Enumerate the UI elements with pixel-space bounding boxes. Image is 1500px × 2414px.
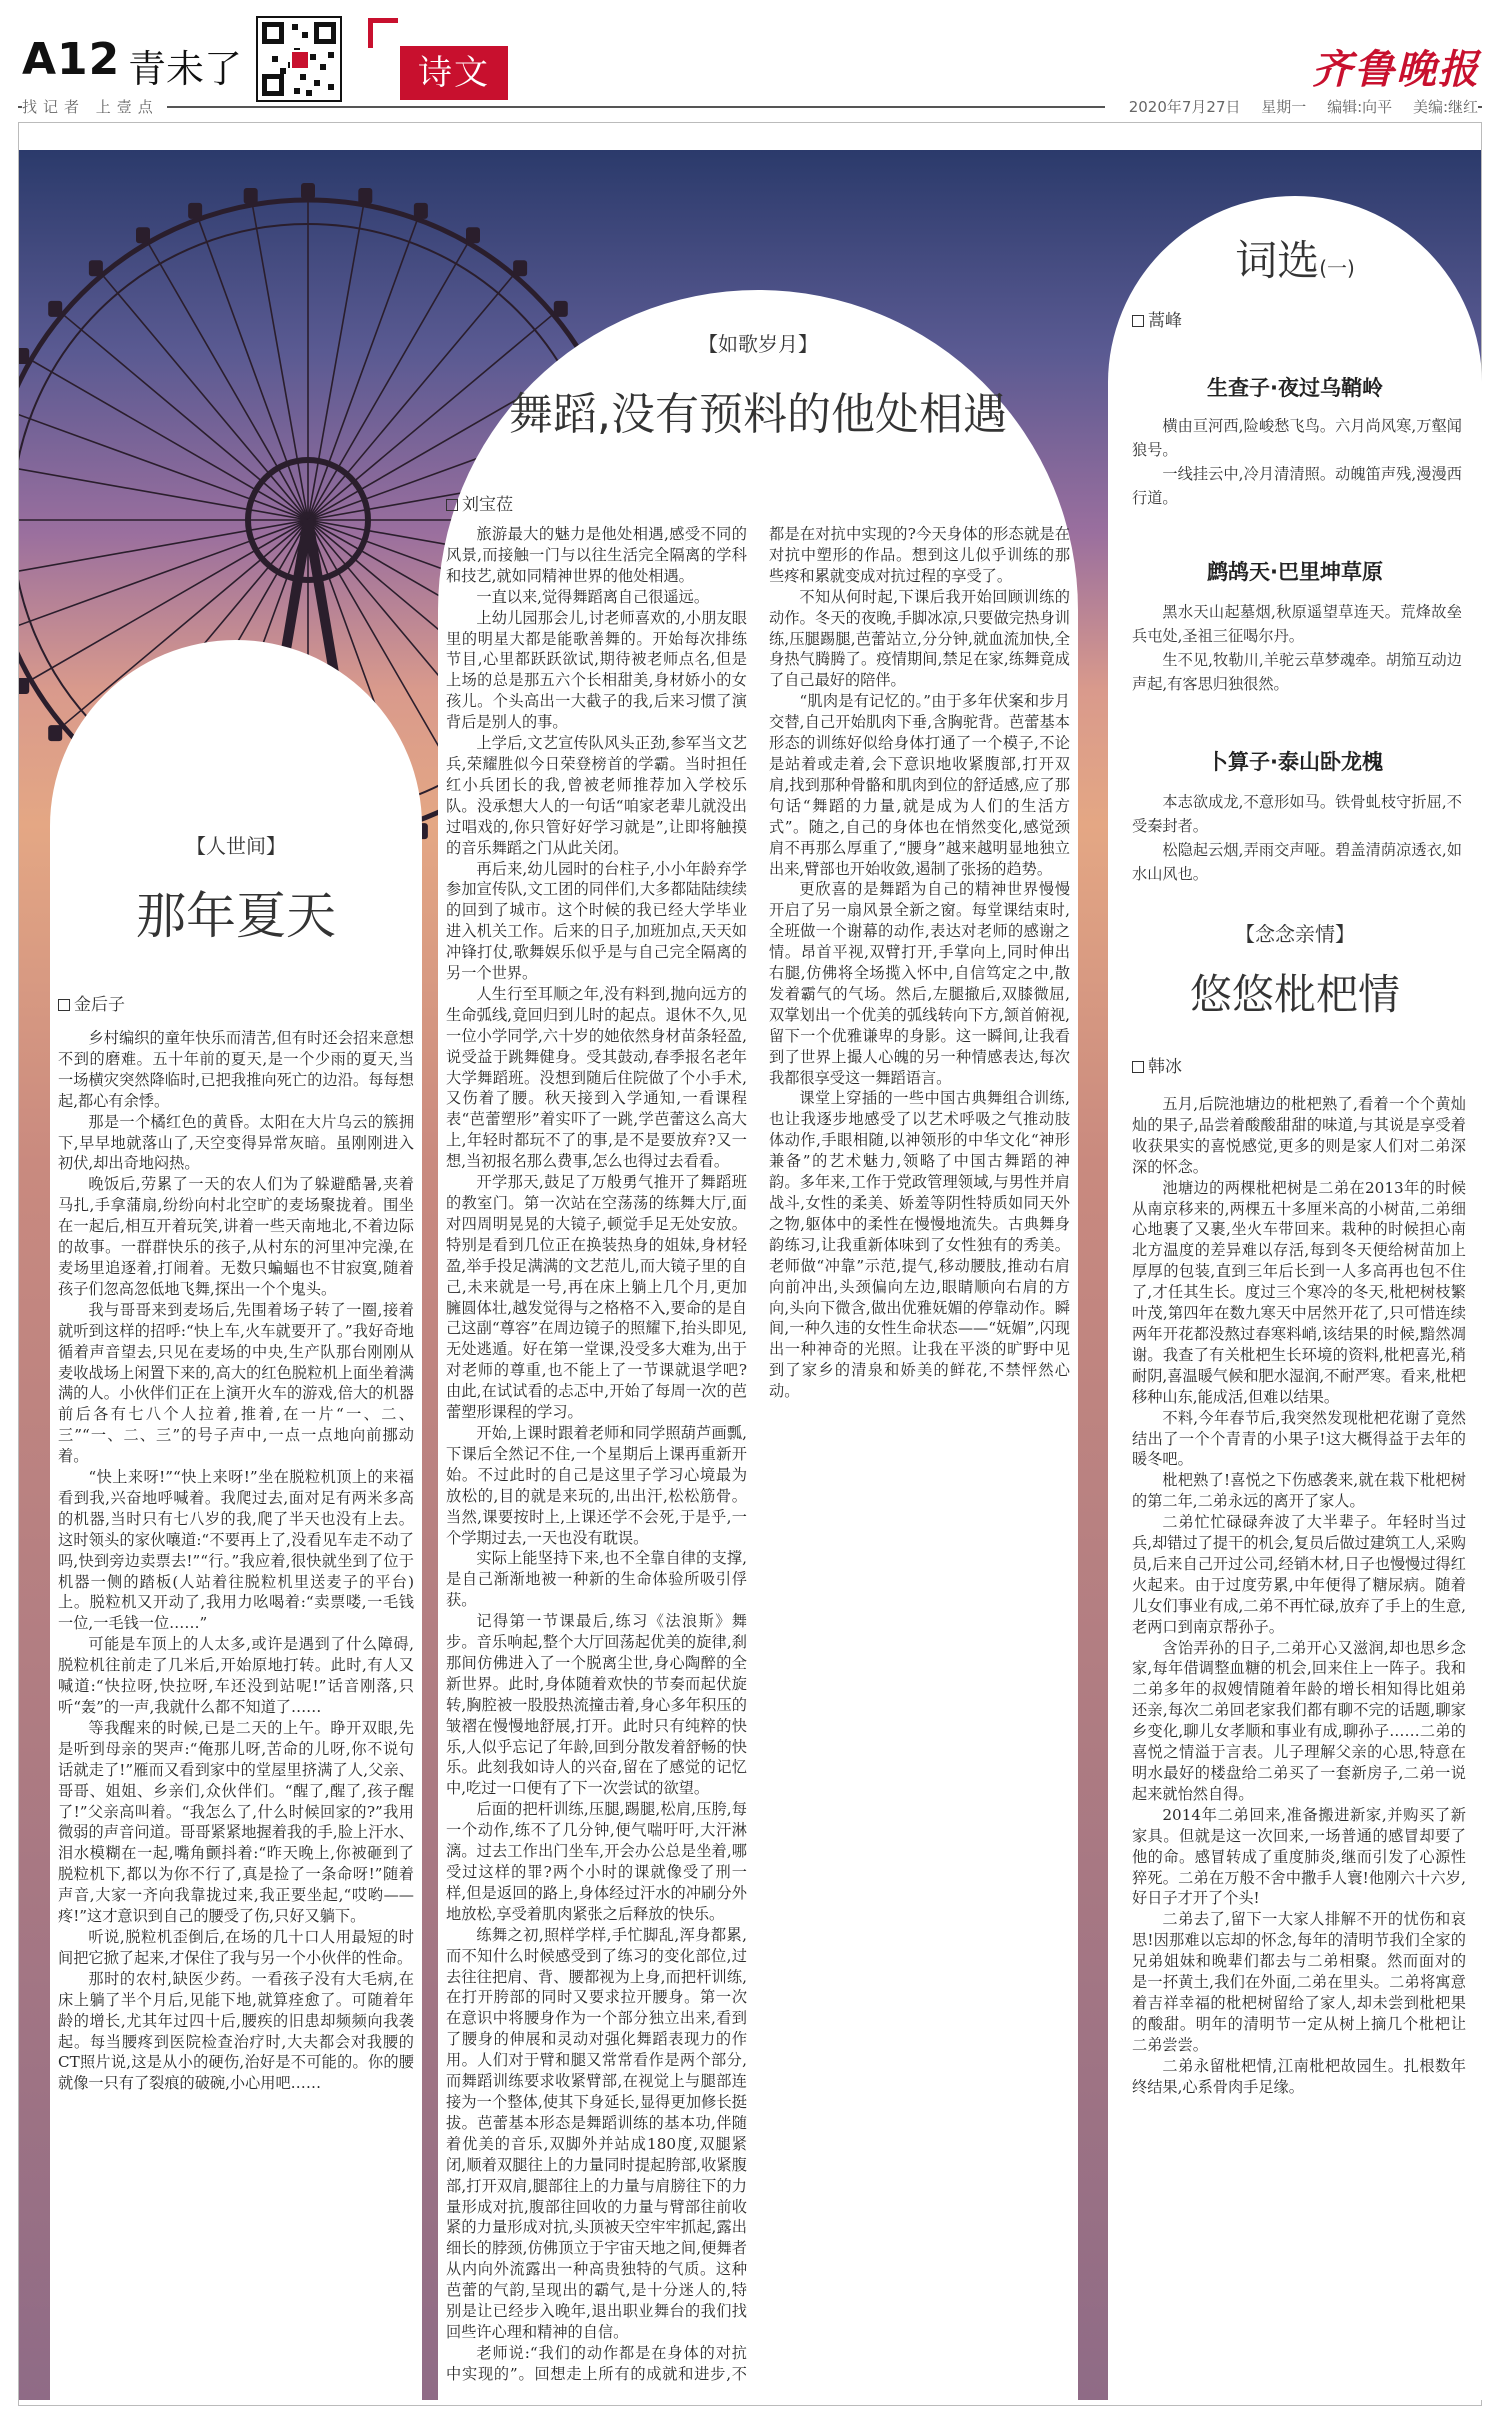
wheel-cabin (136, 227, 150, 243)
article-paragraph: 不知从何时起,下课后我开始回顾训练的动作。冬天的夜晚,手脚冰凉,只要做完热身训练,压腿踢腿,芭蕾站立,分分钟,就血流加快,全身热气腾腾了。疫情期间,禁足在家,练舞竟成了自己最好的陪伴。 (769, 587, 1070, 690)
article-paragraph: 老师说:“我们的动作都是在身体的对抗中实现的”。回想走上所有的成就和进步,不都是在对抗中实现的?今天身体的形态就是在对抗中塑形的作品。想到这儿似乎训练的那些疼和累就变成对抗过程的享受了。 (446, 525, 1070, 2383)
left-article-author: 金后子 (74, 995, 125, 1015)
newspaper-logo: 齐鲁晚报 (1312, 46, 1480, 93)
byline-box-icon (1132, 1061, 1144, 1073)
page-number: A12 (22, 34, 121, 85)
hotline-text: 找记者 上壹点 (22, 96, 167, 117)
article-paragraph: 五月,后院池塘边的枇杷熟了,看着一个个黄灿灿的果子,品尝着酸酸甜甜的味道,与其说是享受着收获果实的喜悦感觉,更多的则是家人们对二弟深深的怀念。 (1132, 1095, 1466, 1176)
byline-box-icon (58, 999, 70, 1011)
left-article-byline (58, 990, 125, 1015)
qr-code-icon[interactable] (256, 16, 342, 102)
wheel-cabin (89, 260, 103, 276)
wheel-cabin (48, 301, 62, 317)
article-paragraph: 一直以来,觉得舞蹈离自己很遥远。 (476, 587, 710, 606)
article-paragraph: 含饴弄孙的日子,二弟开心又滋润,却也思乡念家,每年借调整血糖的机会,回来住上一阵子。我和二弟多年的叔嫂情随着年龄的增长相知得比姐弟还亲,每次二弟回老家我们都有聊不完的话题,聊家乡变化,聊儿女孝顺和事业有成,聊孙子……二弟的喜悦之情溢于言表。儿子理解父亲的心思,特意在明水最好的楼盘给二弟买了一套新房子,二弟一说起来就怡然自得。 (1132, 1638, 1466, 1803)
article-paragraph: 那时的农村,缺医少药。一看孩子没有大毛病,在床上躺了半个月后,见能下地,就算痊愈了。可随着年龄的增长,尤其年过四十后,腰疾的旧患却频频向我袭起。每当腰疼到医院检查治疗时,大夫都会对我腰的CT照片说,这是从小的硬伤,治好是不可能的。你的腰就像一只有了裂痕的破碗,小心用吧…… (58, 1969, 414, 2093)
issue-meta (1105, 96, 1478, 117)
middle-article-body (446, 524, 1070, 2400)
poem-body (1132, 600, 1462, 696)
article-paragraph: 听说,脱粒机歪倒后,在场的几十口人用最短的时间把它掀了起来,才保住了我与另一个小伙伴的性命。 (58, 1927, 414, 1967)
article-paragraph: 练舞之初,照样学样,手忙脚乱,浑身都累,而不知什么时候感受到了练习的变化部位,过去往往把肩、背、腰都视为上身,而把杆训练,在打开胯部的同时又要求拉开腰身。第一次在意识中将腰身作为一个部分独立出来,看到了腰身的伸展和灵动对强化舞蹈表现力的作用。人们对于臂和腿又常常看作是两个部分,而舞蹈训练要求收紧臂部,在视觉上与腿部连接为一个整体,使其下身延长,显得更加修长挺拔。芭蕾基本形态是舞蹈训练的基本功,伴随着优美的音乐,双脚外并站成180度,双腿紧闭,顺着双腿往上的力量同时提起胯部,收紧腹部,打开双肩,腿部往上的力量与肩膀往下的力量形成对抗,腹部往回收的力量与臂部往前收紧的力量形成对抗,头顶被天空牢牢抓起,露出细长的脖颈,仿佛顶立于宇宙天地之间,便舞者从内向外流露出一种高贵独特的气质。这种芭蕾的气韵,呈现出的霸气,是十分迷人的,特别是让已经步入晚年,退出职业舞台的我们找回些许心理和精神的自信。 (446, 1925, 747, 2341)
article-paragraph: 二弟忙忙碌碌奔波了大半辈子。年轻时当过兵,却错过了提干的机会,复员后做过建筑工人,采购员,后来自己开过公司,经销木材,日子也慢慢过得红火起来。由于过度劳累,中年便得了糖尿病。随着儿女们事业有成,二弟不再忙碌,放弃了手上的生意,老两口到南京帮孙子。 (1132, 1513, 1466, 1636)
article-paragraph: 我与哥哥来到麦场后,先围着场子转了一圈,接着就听到这样的招呼:“快上车,火车就要开了。”我好奇地循着声音望去,只见在麦场的中央,生产队那台刚刚从麦收战场上闲置下来的,高大的红色脱粒机上面坐着满满的人。小伙伴们正在上演开火车的游戏,倍大的机器前后各有七八个人拉着,推着,在一片“一、二、三”“一、二、三”的号子声中,一点一点地向前挪动着。 (58, 1300, 414, 1466)
section-name: 青未了 (128, 47, 243, 91)
article-paragraph: 可能是车顶上的人太多,或许是遇到了什么障碍,脱粒机往前走了几米后,开始原地打转。此时,有人又喊道:“快拉呀,快拉呀,车还没到站呢!”话音刚落,只听“轰”的一声,我就什么都不知道了…… (58, 1635, 414, 1716)
article-paragraph: 乡村编织的童年快乐而清苦,但有时还会招来意想不到的磨难。五十年前的夏天,是一个少雨的夏天,当一场横灾突然降临时,已把我推向死亡的边沿。每每想起,都心有余悸。 (58, 1029, 414, 1110)
poems-author: 蒿峰 (1148, 311, 1182, 331)
middle-article-kicker: 【如歌岁月】 (698, 332, 818, 356)
left-article-body (58, 1028, 414, 2400)
article-paragraph: 池塘边的两棵枇杷树是二弟在2013年的时候从南京移来的,两棵五十多厘米高的小树苗,二弟细心地裹了又裹,坐火车带回来。栽种的时候担心南北方温度的差异难以存活,每到冬天便给树苗加上厚厚的包装,直到三年后长到一人多高再也包不住了,才任其生长。度过三个寒冷的冬天,枇杷树枝繁叶茂,第四年在数九寒天中居然开花了,只可惜连续两年开花都没熬过春寒料峭,该结果的时候,黯然凋谢。我查了有关枇杷生长环境的资料,枇杷喜光,稍耐阴,喜温暖气候和肥水湿润,不耐严寒。看来,枇杷移种山东,能成活,但难以结果。 (1132, 1178, 1466, 1406)
article-paragraph: 后面的把杆训练,压腿,踢腿,松肩,压胯,每一个动作,练不了几分钟,便气喘吁吁,大汗淋漓。过去工作出门坐车,开会办公总是坐着,哪受过这样的罪?两个小时的课就像受了刑一样,但是返回的路上,身体经过汗水的冲刷分外地放松,享受着肌肉紧张之后释放的快乐。 (446, 1800, 747, 1923)
column-tag-corner (368, 18, 398, 48)
poem-body (1132, 414, 1462, 510)
right-article-kicker: 【念念亲情】 (1235, 922, 1355, 946)
left-article-title: 那年夏天 (136, 887, 336, 945)
article-paragraph: 旅游最大的魅力是他处相遇,感受不同的风景,而接触一门与以往生活完全隔离的学科和技艺,就如同精神世界的他处相遇。 (446, 525, 747, 585)
article-paragraph: 上学后,文艺宣传队风头正劲,参军当文艺兵,荣耀胜似今日荣登榜首的学霸。当时担任红小兵团长的我,曾被老师推荐加入学校乐队。没承想大人的一句话“咱家老辈儿就没出过唱戏的,你只管好好学习就是”,让即将触摸的音乐舞蹈之门从此关闭。 (446, 734, 747, 857)
wheel-cabin (301, 183, 315, 199)
article-paragraph: 开学那天,鼓足了万般勇气推开了舞蹈班的教室门。第一次站在空荡荡的练舞大厅,面对四周明晃晃的大镜子,顿觉手足无处安放。特别是看到几位正在换装热身的姐妹,身材轻盈,举手投足满满的文艺范儿,而大镜子里的自己,未来就是一号,再在床上躺上几个月,更加臃圆体壮,越发觉得与之格格不入,要命的是自己这副“尊容”在周边镜子的照耀下,抬头即见,无处逃遁。好在第一堂课,没受多大难为,出于对老师的尊重,也不能上了一节课就退学吧?由此,在试试看的忐忑中,开始了每周一次的芭蕾塑形课程的学习。 (446, 1173, 747, 1422)
poem-line: 黑水天山起墓烟,秋原遥望草连天。荒烽故垒兵屯处,圣祖三征喝尔丹。 (1132, 603, 1462, 645)
page-header (0, 0, 1500, 120)
designer-credit: 美编:继红 (1412, 98, 1478, 116)
article-paragraph: 枇杷熟了!喜悦之下伤感袭来,就在栽下枇杷树的第二年,二弟永远的离开了家人。 (1132, 1471, 1466, 1511)
wheel-cabin (358, 188, 372, 204)
article-paragraph: 晚饭后,劳累了一天的农人们为了躲避酷暑,夹着马扎,手拿蒲扇,纷纷向村北空旷的麦场聚拢着。围坐在一起后,相互开着玩笑,讲着一些天南地北,不着边际的故事。一群群快乐的孩子,从村东的河里冲完澡,在麦场里追逐着,打闹着。无数只蝙蝠也不甘寂寞,随着孩子们忽高忽低地飞舞,探出一个个鬼头。 (58, 1175, 414, 1298)
byline-box-icon (1132, 315, 1144, 327)
middle-article-byline (446, 490, 513, 515)
editor-credit: 编辑:向平 (1327, 98, 1393, 116)
poem-line: 生不见,牧勒川,羊驼云草梦魂牵。胡笳互动边声起,有客思归独很然。 (1132, 651, 1462, 693)
column-tag: 诗文 (400, 46, 508, 100)
article-paragraph: 那是一个橘红色的黄昏。太阳在大片乌云的簇拥下,早早地就落山了,天空变得异常灰暗。虽刚刚进入初伏,却出奇地闷热。 (58, 1112, 414, 1173)
right-article-title: 悠悠枇杷情 (1189, 970, 1400, 1019)
right-article-author: 韩冰 (1148, 1057, 1182, 1077)
issue-weekday: 星期一 (1261, 98, 1307, 116)
article-paragraph: 上幼儿园那会儿,讨老师喜欢的,小朋友眼里的明星大都是能歌善舞的。开始每次排练节目,心里都跃跃欲试,期待被老师点名,但是上场的总是那五六个长相甜美,身材娇小的女孩儿。个头高出一大截子的我,后来习惯了演背后是别人的事。 (446, 608, 747, 732)
article-paragraph: “快上来呀!”“快上来呀!”坐在脱粒机顶上的来福看到我,兴奋地呼喊着。我爬过去,面对足有两米多高的机器,当时只有七八岁的我,爬了半天也没有上去。这时领头的家伙嚷道:“不要再上了,没看见车走不动了吗,快到旁边卖票去!”“行。”我应着,很快就坐到了位于机器一侧的踏板(人站着往脱粒机里送麦子的平台)上。脱粒机又开动了,我用力吆喝着:“卖票喽,一毛钱一位,一毛钱一位……” (58, 1468, 414, 1633)
wheel-cabin (48, 725, 62, 741)
poem-line: 一线挂云中,冷月清清照。动魄笛声残,漫漫西行道。 (1132, 465, 1462, 507)
wheel-cabin (18, 678, 29, 694)
article-paragraph: 更欣喜的是舞蹈为自己的精神世界慢慢开启了另一扇风景全新之窗。每堂课结束时,全班做一个谢幕的动作,表达对老师的感谢之情。昂首平视,双臂打开,手掌向上,同时伸出右腿,仿佛将全场揽入怀中,自信笃定之中,散发着霸气的气场。然后,左腿撤后,双膝微屈,双掌划出一个优美的弧线转向下方,颔首俯视,留下一个优雅谦卑的身影。这一瞬间,让我看到了世界上撮人心魄的另一种情感表达,每次我都很享受这一舞蹈语言。 (769, 880, 1070, 1087)
wheel-cabin (414, 203, 428, 219)
poem-line: 松隐起云烟,弄雨交声哑。碧盖清荫凉透衣,如水山风也。 (1132, 841, 1462, 883)
article-paragraph: “肌肉是有记忆的。”由于多年伏案和步月交替,自己开始肌肉下垂,含胸驼背。芭蕾基本形态的训练好似给身体打通了一个模子,不论是站着或走着,会下意识地收紧腹部,打开双肩,找到那种骨骼和肌肉到位的舒适感,应了那句话“舞蹈的力量,就是成为人们的生活方式”。随之,自己的身体也在悄然变化,感觉颈肩不再那么厚重了,“腰身”越来越明显地独立出来,臂部也开始收敛,遏制了张扬的趋势。 (769, 692, 1070, 878)
article-paragraph: 2014年二弟回来,准备搬进新家,并购买了新家具。但就是这一次回来,一场普通的感冒却要了他的命。感冒转成了重度肺炎,继而引发了心源性猝死。二弟在万般不舍中撒手人寰!他刚六十六岁,好日子才开了个头! (1132, 1805, 1466, 1908)
poems-section-title-text: 词选 (1235, 236, 1320, 285)
article-paragraph: 开始,上课时跟着老师和同学照葫芦画瓢,下课后全然记不住,一个星期后上课再重新开始。不过此时的自己是这里子学习心境最为放松的,目的就是来玩的,出出汗,松松筋骨。当然,课要按时上,上课还学不会死,于是乎,一个学期过去,一天也没有耽误。 (446, 1423, 747, 1547)
article-paragraph: 课堂上穿插的一些中国古典舞组合训练,也让我逐步地感受了以艺术呼吸之气推动肢体动作,手眼相随,以神领形的中华文化“神形兼备”的艺术魅力,领略了中国古舞蹈的神韵。多年来,工作于党政管理领域,与男性并肩战斗,女性的柔美、娇羞等阴性特质如同天外之物,躯体中的柔性在慢慢地流失。古典舞身韵练习,让我重新体味到了女性独有的秀美。老师做“冲靠”示范,提气,移动腰肢,推动右肩向前冲出,头颈偏向左边,眼睛顺向右肩的方向,头向下微含,做出优雅妩媚的停靠动作。瞬间,一种久违的女性生命状态——“妩媚”,闪现出一种神奇的光照。让我在平淡的旷野中见到了家乡的清泉和娇美的鲜花,不禁怦然心动。 (769, 1089, 1070, 1401)
poem-line: 横由亘河西,险峻愁飞鸟。六月尚风寒,万壑闻狼号。 (1132, 417, 1462, 459)
article-paragraph: 记得第一节课最后,练习《法浪斯》舞步。音乐响起,整个大厅回荡起优美的旋律,刹那间仿佛进入了一个脱离尘世,身心陶醉的全新世界。此时,身体随着欢快的节奏而起伏旋转,胸腔被一股股热流撞击着,身心多年积压的皱褶在慢慢地舒展,打开。此时只有纯粹的快乐,人似乎忘记了年龄,回到分散发着舒畅的快乐。此刻我如诗人的兴奋,留在了感觉的记忆中,吃过一口便有了下一次尝试的欲望。 (446, 1612, 747, 1798)
article-paragraph: 不料,今年春节后,我突然发现枇杷花谢了竟然结出了一个个青青的小果子!这大概得益于去年的暖冬吧。 (1132, 1408, 1466, 1469)
wheel-cabin (18, 348, 29, 364)
article-paragraph: 二弟去了,留下一大家人排解不开的忧伤和哀思!因那难以忘却的怀念,每年的清明节我们全家的兄弟姐妹和晚辈们都去与二弟相聚。然而面对的是一抔黄土,我们在外面,二弟在里头。二弟将寓意着吉祥幸福的枇杷树留给了家人,却未尝到枇杷果的酸甜。明年的清明节一定从树上摘几个枇杷让二弟尝尝。 (1132, 1910, 1466, 2054)
middle-article-title: 舞蹈,没有预料的他处相遇 (509, 389, 1007, 440)
poems-section-title (1108, 228, 1482, 288)
poem-body (1132, 790, 1462, 886)
wheel-cabin (188, 203, 202, 219)
middle-article-author: 刘宝莅 (462, 495, 513, 515)
poem-line: 本志欲成龙,不意形如马。铁骨虬枝守折屈,不受秦封者。 (1132, 793, 1462, 835)
poems-section-title-note: (一) (1319, 256, 1355, 280)
right-article-byline (1132, 1052, 1182, 1077)
issue-date: 2020年7月27日 (1128, 98, 1241, 116)
wheel-cabin (554, 301, 568, 317)
poems-byline (1132, 306, 1182, 331)
article-paragraph: 二弟永留枇杷情,江南枇杷故园生。扎根数年终结果,心系骨肉手足缘。 (1132, 2056, 1466, 2096)
wheel-cabin (513, 260, 527, 276)
byline-box-icon (446, 499, 458, 511)
poem-title: 卜算子·泰山卧龙槐 (1207, 750, 1383, 774)
poem-title: 鹧鸪天·巴里坤草原 (1207, 560, 1383, 584)
wheel-cabin (466, 227, 480, 243)
wheel-cabin (244, 188, 258, 204)
article-paragraph: 等我醒来的时候,已是二天的上午。睁开双眼,先是听到母亲的哭声:“俺那儿呀,苦命的儿呀,你不说句话就走了!”雁而又看到家中的堂屋里挤满了人,父亲、哥哥、姐姐、乡亲们,众伙伴们。“醒了,醒了,孩子醒了!”父亲高叫着。“我怎么了,什么时候回家的?”我用微弱的声音问道。哥哥紧紧地握着我的手,脸上汗水、泪水模糊在一起,嘴角颤抖着:“昨天晚上,你被砸到了脱粒机下,都以为你不行了,真是捡了一条命呀!”随着声音,大家一齐向我靠拢过来,我正要坐起,“哎哟——疼!”这才意识到自己的腰受了伤,只好又躺下。 (58, 1718, 414, 1926)
left-article-kicker: 【人世间】 (186, 834, 286, 858)
article-paragraph: 再后来,幼儿园时的台柱子,小小年龄弃学参加宣传队,文工团的同伴们,大多都陆陆续续的回到了城市。这个时候的我已经大学毕业进入机关工作。后来的日子,加班加点,天天如冲锋打仗,歌舞娱乐似乎是与自己完全隔离的另一个世界。 (446, 859, 747, 983)
article-paragraph: 人生行至耳顺之年,没有料到,抛向远方的生命弧线,竟回归到儿时的起点。退休不久,见一位小学同学,六十岁的她依然身材苗条轻盈,说受益于跳舞健身。受其鼓动,春季报名老年大学舞蹈班。没想到随后住院做了个小手术,又伤着了腰。秋天接到入学通知,一看课程表“芭蕾塑形”着实吓了一跳,学芭蕾这么高大上,年轻时都玩不了的事,是不是要放弃?又一想,当初报名那么费事,怎么也得过去看看。 (446, 984, 747, 1171)
article-paragraph: 实际上能坚持下来,也不全靠自律的支撑,是自己渐渐地被一种新的生命体验所吸引俘获。 (446, 1549, 747, 1610)
poem-title: 生查子·夜过乌鞘岭 (1207, 376, 1383, 400)
right-article-body (1132, 1094, 1466, 2400)
